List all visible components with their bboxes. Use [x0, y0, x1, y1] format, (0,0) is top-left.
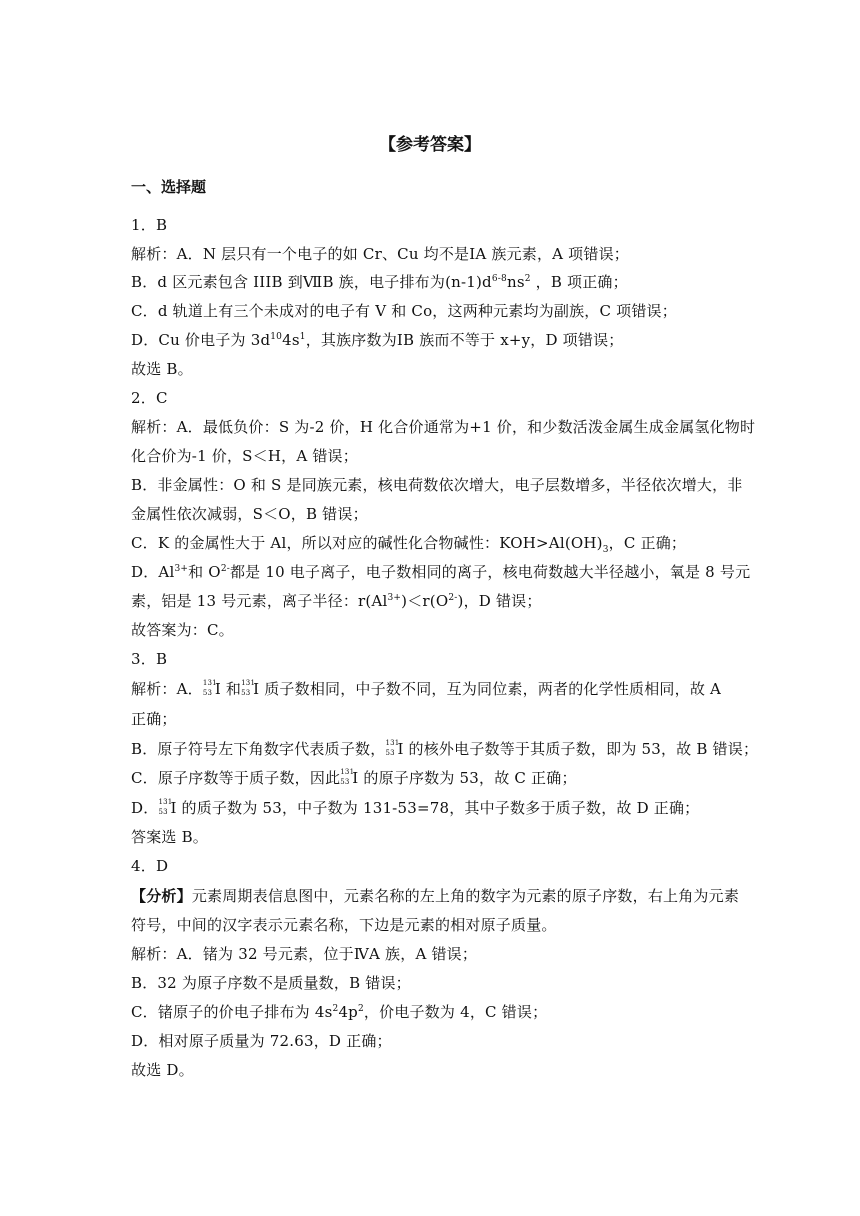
q4-answer: 4．D — [131, 857, 169, 875]
q4-line-3: 解析：A．锗为 32 号元素，位于ⅣA 族，A 错误； — [131, 945, 478, 963]
page-title: 【参考答案】 — [379, 135, 481, 155]
q3-line-6: 答案选 B。 — [131, 828, 208, 846]
q2-line-4: 金属性依次减弱，S＜O，B 错误； — [131, 505, 368, 523]
q2-line-5: C．K 的金属性大于 Al，所以对应的碱性化合物碱性：$KOH>Al(OH)_3$，C 正确； — [131, 534, 687, 555]
q2-line-8: 故答案为：C。 — [131, 621, 234, 639]
q4-line-2: 符号，中间的汉字表示元素名称，下边是元素的相对原子质量。 — [131, 916, 557, 934]
q1-line-4: D．Cu 价电子为 $3d^{10}4s^1$，其族序数为ⅠB 族而不等于 x+y，D 项错误； — [131, 331, 624, 349]
q2-answer: 2．C — [131, 389, 168, 407]
isotope-symbol: 131 53 — [340, 768, 355, 786]
q3-line-5: D． 131 53 I 的质子数为 53，中子数为 131-53=78，其中子数多于质子数，故 D 正确； — [131, 798, 700, 817]
q2-line-2: 化合价为-1 价，S＜H，A 错误； — [131, 447, 358, 465]
q1-line-2: B．d 区元素包含 IIIB 到ⅦB 族，电子排布为$(n-1)d^{6-8}ns^2$ ，B 项正确； — [131, 273, 628, 291]
section-heading: 一、选择题 — [131, 178, 207, 196]
isotope-symbol: 131 53 — [385, 739, 400, 757]
q4-line-6: D．相对原子质量为 72.63，D 正确； — [131, 1032, 392, 1050]
isotope-symbol: 131 53 — [158, 798, 173, 816]
q3-line-3: B．原子符号左下角数字代表质子数， 131 53 I 的核外电子数等于其质子数，即为 53，故 B 错误； — [131, 739, 759, 758]
q1-line-5: 故选 B。 — [131, 360, 193, 378]
q4-line-1: 【分析】元素周期表信息图中，元素名称的左上角的数字为元素的原子序数，右上角为元素 — [131, 887, 740, 905]
q1-line-1: 解析：A．N 层只有一个电子的如 Cr、Cu 均不是ⅠA 族元素，A 项错误； — [131, 245, 629, 263]
q2-line-3: B．非金属性：O 和 S 是同族元素，核电荷数依次增大，电子层数增多，半径依次增大，非 — [131, 476, 743, 494]
q4-line-7: 故选 D。 — [131, 1061, 194, 1079]
q4-line-5: C．锗原子的价电子排布为 $4s^24p^2$，价电子数为 4，C 错误； — [131, 1003, 548, 1021]
isotope-symbol: 131 53 — [241, 679, 256, 697]
q2-line-1: 解析：A．最低负价：S 为-2 价，H 化合价通常为+1 价，和少数活泼金属生成金属氢化物时 — [131, 418, 756, 436]
q1-line-3: C．d 轨道上有三个未成对的电子有 V 和 Co，这两种元素均为副族，C 项错误； — [131, 302, 677, 320]
q2-line-7: 素，铝是 13 号元素，离子半径：$r(Al^{3+})<r(O^{2-})$，D 错误； — [131, 592, 542, 610]
q3-line-4: C．原子序数等于质子数，因此 131 53 I 的原子序数为 53，故 C 正确； — [131, 768, 577, 787]
q3-line-1: 解析：A． 131 53 I 和 131 53 I 质子数相同，中子数不同，互为同位素，两者的化学性质相同，故 A — [131, 679, 722, 698]
q4-line-4: B．32 为原子序数不是质量数，B 错误； — [131, 974, 411, 992]
q3-line-2: 正确； — [131, 710, 177, 728]
q2-line-6: D．$Al^{3+}$和 $O^{2-}$都是 10 电子离子，电子数相同的离子，核电荷数越大半径越小，氧是 8 号元 — [131, 563, 751, 581]
q1-answer: 1．B — [131, 216, 168, 234]
isotope-symbol: 131 53 — [202, 679, 217, 697]
q3-answer: 3．B — [131, 650, 168, 668]
